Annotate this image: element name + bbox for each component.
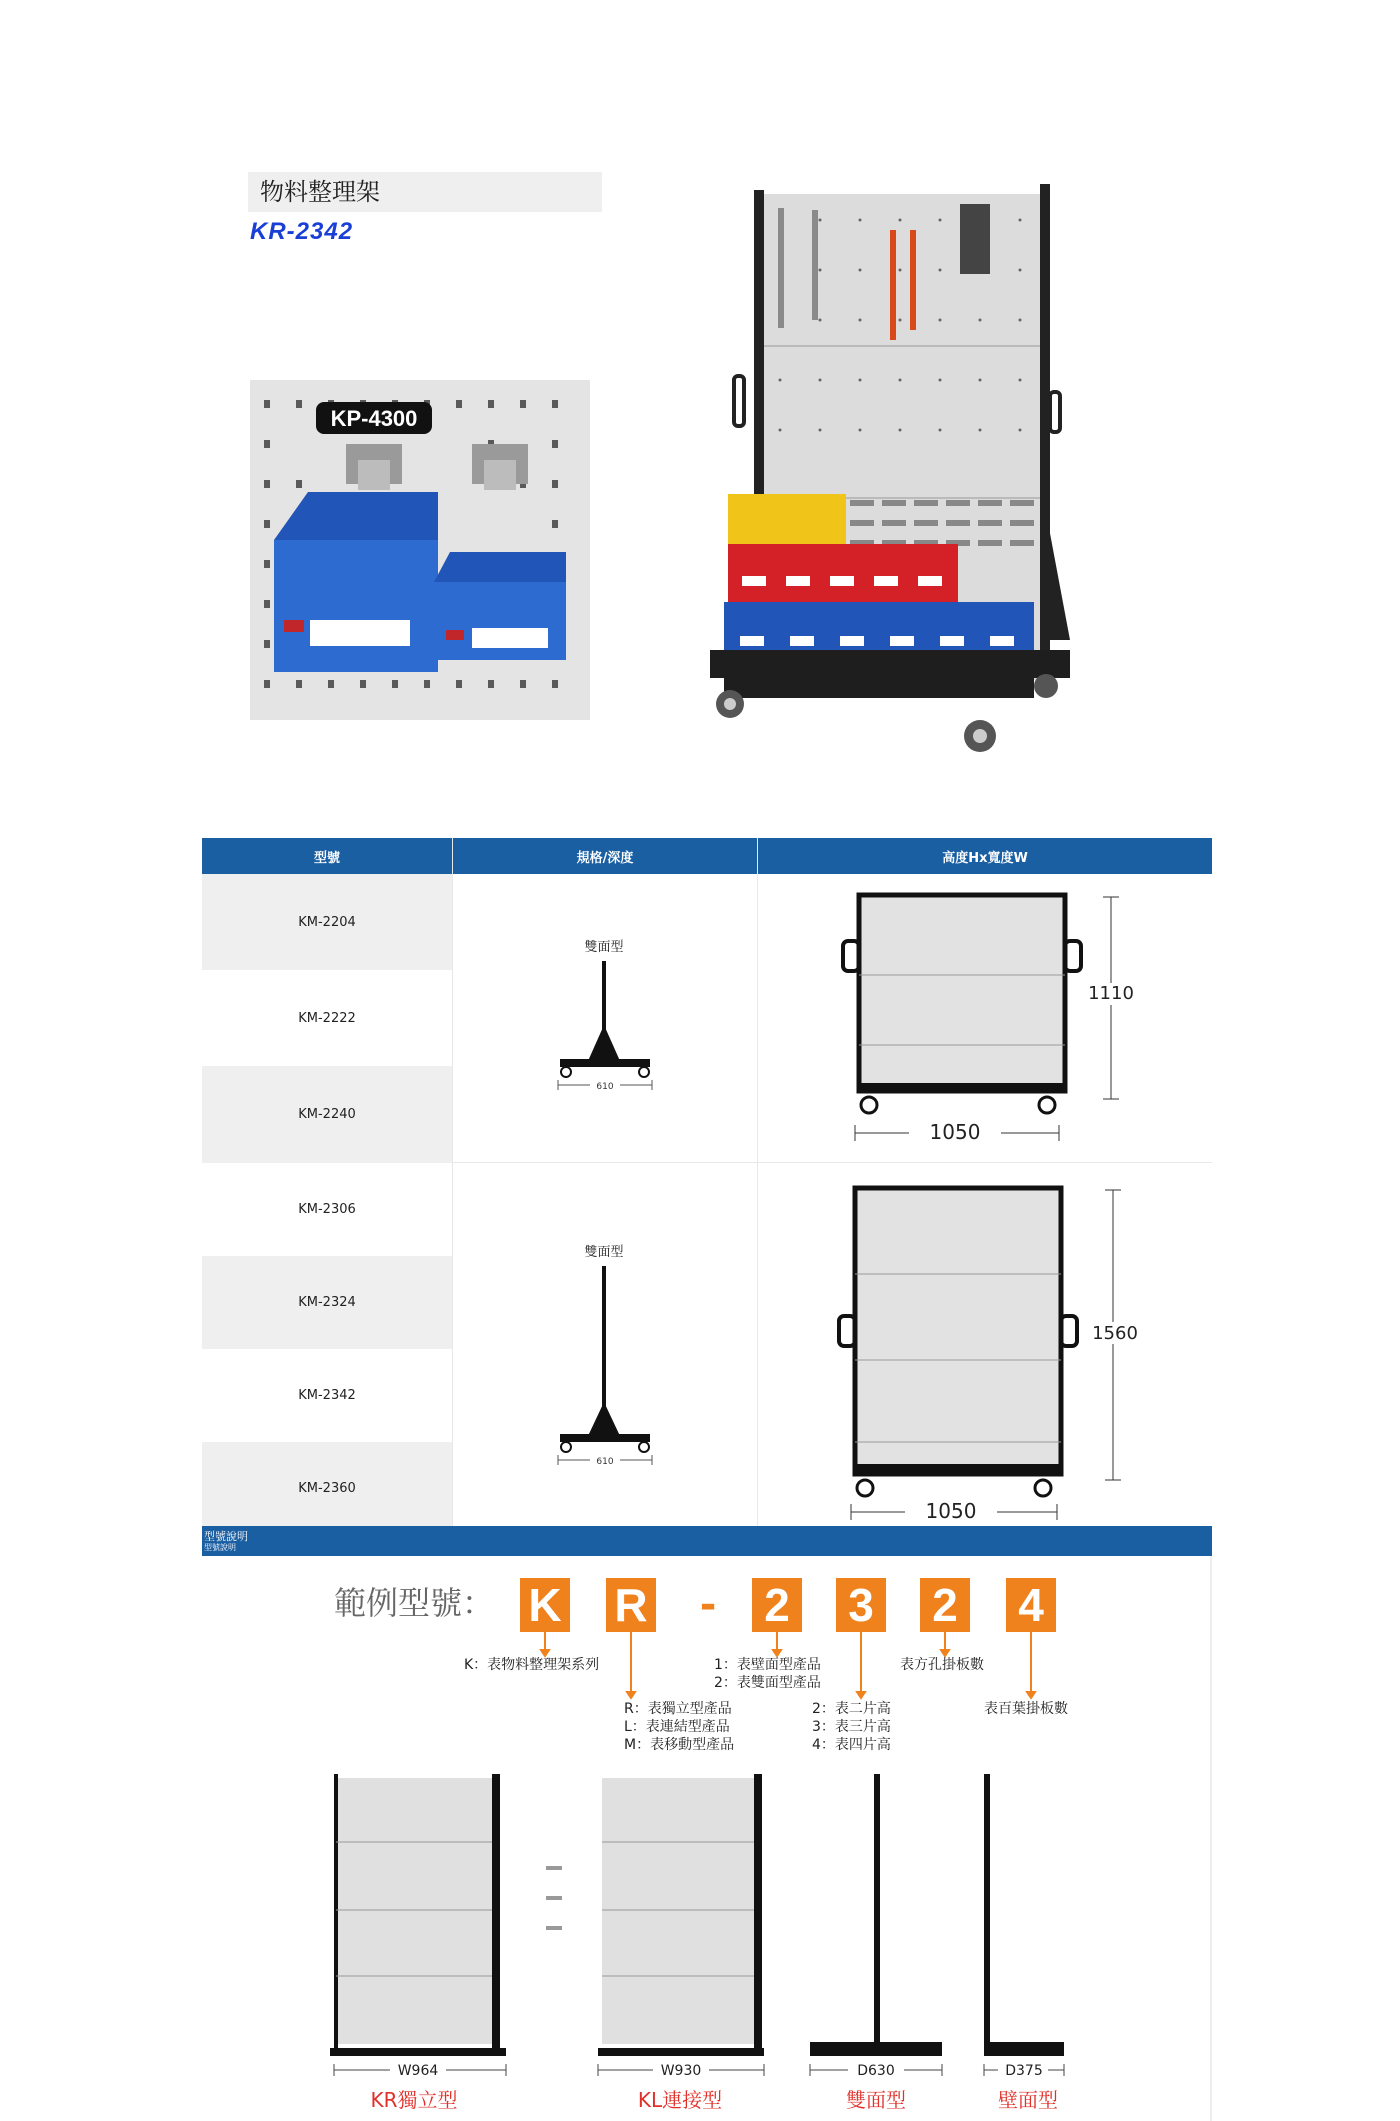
note-r: R：表獨立型產品 L：表連結型產品 M：表移動型產品 (624, 1701, 735, 1753)
model-explanation-bar (202, 1526, 1212, 1556)
double-sided-profile-diagram (454, 875, 754, 1157)
col-header-model: 型號 (202, 838, 453, 874)
dim-label: D630 (857, 2063, 895, 2079)
height-label: 1110 (1088, 983, 1134, 1004)
model-explanation-label: 型號說明 型號說明 (204, 1530, 248, 1552)
rack-front-diagram-1560 (759, 1164, 1211, 1530)
profile-cell-2 (453, 1163, 758, 1536)
model-dash: - (699, 1582, 717, 1628)
model-cell: KM-2204 (202, 874, 453, 970)
type-caption-wall: 壁面型 (998, 2088, 1058, 2112)
model-cell: KM-2222 (202, 970, 453, 1066)
model-letter-r: R (606, 1578, 656, 1632)
profile-type-label: 雙面型 (584, 1245, 624, 1260)
kp-label: KP-4300 (330, 406, 418, 431)
model-digit-3: 3 (836, 1578, 886, 1632)
bin-photo (250, 380, 590, 720)
type-caption-double: 雙面型 (846, 2088, 906, 2112)
model-letter-k: K (520, 1578, 570, 1632)
type-caption-kl: KL連接型 (637, 2088, 723, 2112)
size-cell-1 (758, 874, 1213, 1163)
model-cell: KM-2306 (202, 1163, 453, 1256)
example-model-label: 範例型號： (334, 1584, 495, 1622)
size-cell-2 (758, 1163, 1213, 1536)
col-header-spec: 規格/深度 (453, 838, 758, 874)
width-label: 1050 (925, 1499, 977, 1523)
rack-type-diagrams (320, 1770, 1100, 2080)
model-cell: KM-2240 (202, 1066, 453, 1162)
product-model: KR-2342 (250, 218, 354, 245)
note-louver-boards: 表百葉掛板數 (984, 1701, 1068, 1717)
rack-front-diagram-1110 (759, 875, 1211, 1157)
rack-photo (700, 180, 1090, 770)
dim-label: W930 (660, 2063, 702, 2079)
dim-label: W964 (397, 2063, 439, 2079)
note-square-boards: 表方孔掛板數 (900, 1657, 984, 1673)
note-k: K：表物料整理架系列 (464, 1657, 600, 1673)
model-cell: KM-2324 (202, 1256, 453, 1349)
width-label: 1050 (929, 1120, 981, 1144)
type-caption-kr: KR獨立型 (370, 2088, 458, 2112)
product-title: 物料整理架 (248, 172, 602, 212)
model-digit-2: 2 (752, 1578, 802, 1632)
note-height: 2：表二片高 3：表三片高 4：表四片高 (812, 1701, 891, 1753)
profile-cell-1 (453, 874, 758, 1163)
height-label: 1560 (1092, 1323, 1138, 1344)
depth-label: 610 (596, 1457, 614, 1467)
model-cell: KM-2360 (202, 1442, 453, 1535)
profile-type-label: 雙面型 (584, 940, 624, 955)
spec-table (202, 838, 1212, 1535)
note-type: 1：表壁面型產品 2：表雙面型產品 (714, 1657, 821, 1691)
depth-label: 610 (596, 1082, 614, 1092)
double-sided-profile-diagram (454, 1164, 754, 1530)
model-cell: KM-2342 (202, 1349, 453, 1442)
model-digit-4: 4 (1006, 1578, 1056, 1632)
dim-label: D375 (1005, 2063, 1043, 2079)
col-header-size: 高度Hx寬度W (758, 838, 1213, 874)
model-digit-2b: 2 (920, 1578, 970, 1632)
